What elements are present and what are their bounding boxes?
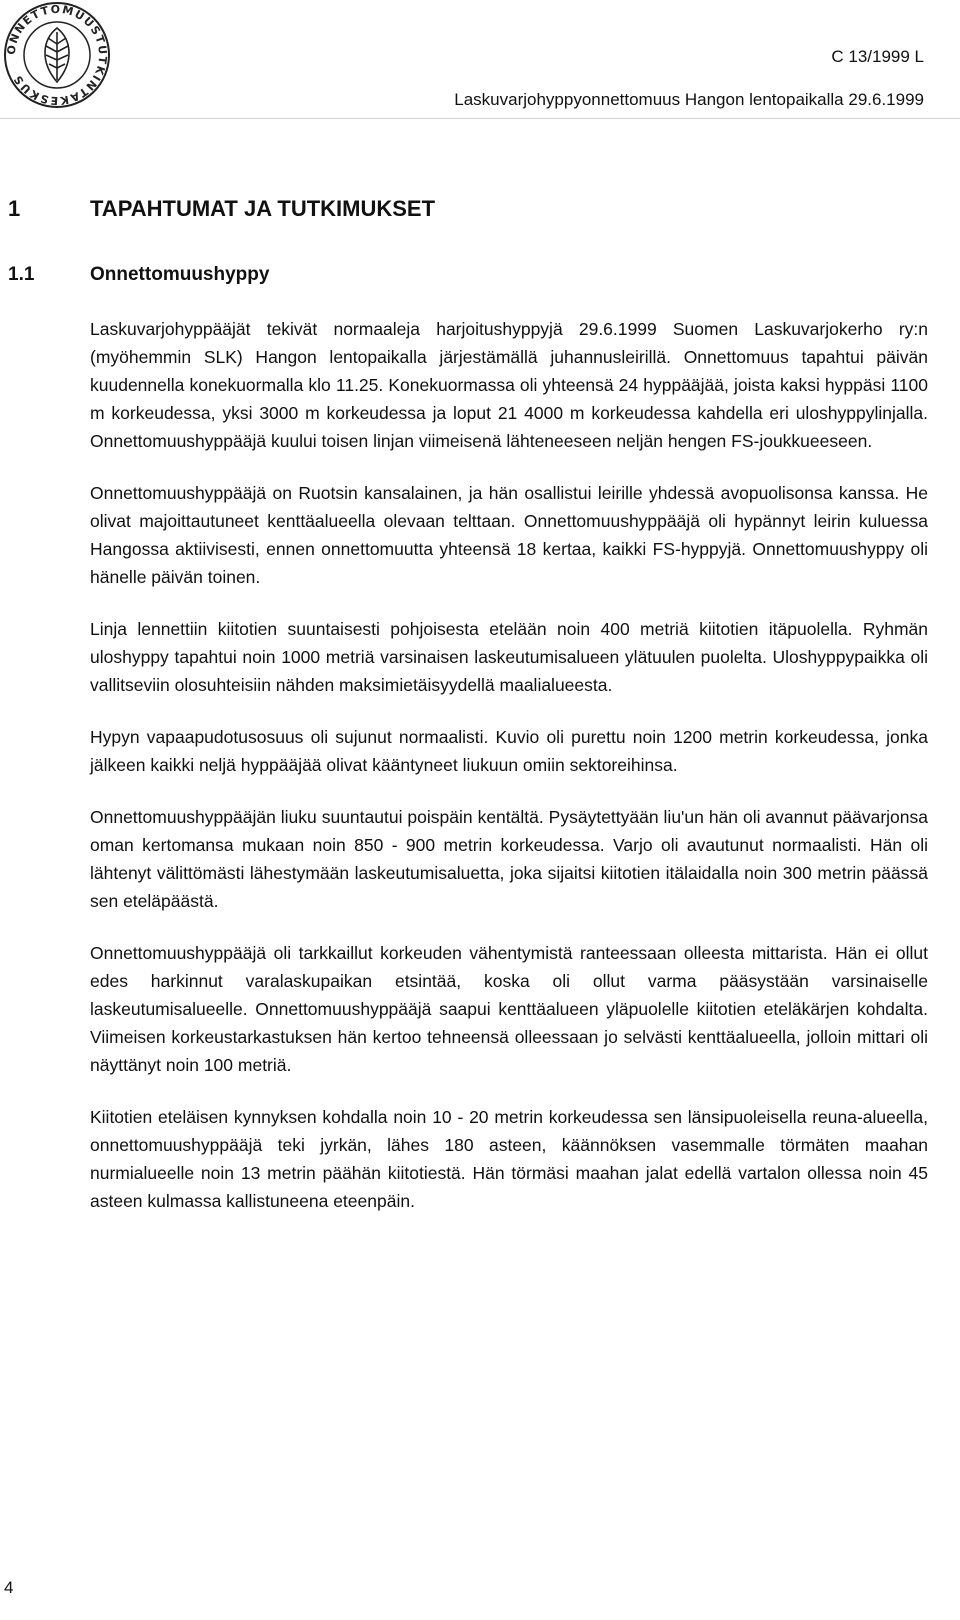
- svg-text:ONNETTOMUUSTUTKINTAKESKUS: ONNETTOMUUSTUTKINTAKESKUS: [4, 2, 110, 108]
- section-number: 1: [8, 196, 21, 221]
- paragraph: Onnettomuushyppääjä on Ruotsin kansalainen, ja hän osallistui leirille yhdessä avopuolisonsa kanssa. He olivat majoittautuneet kenttäalueella olevaan telttaan. Onnettomuushyppääjä oli hypännyt leirin kuluessa Hangossa aktiivisesti, ennen onnettomuutta yhteensä 18 kertaa, kaikki FS-hyppyjä. Onnettomuushyppy oli hänelle päivän toinen.: [90, 483, 928, 587]
- paragraph: Laskuvarjohyppääjät tekivät normaaleja harjoitushyppyjä 29.6.1999 Suomen Laskuvarjokerho ry:n (myöhemmin SLK) Hangon lentopaikalla järjestämällä juhannusleirillä. Onnettomuus tapahtui päivän kuudennella konekuormalla klo 11.25. Konekuormassa oli yhteensä 24 hyppääjää, joista kaksi hyppäsi 1100 m korkeudessa, yksi 3000 m korkeudessa ja loput 21 4000 m korkeudessa kahdella eri uloshyppylinjalla. Onnettomuushyppääjä kuului toisen linjan viimeisenä lähteneeseen neljän hengen FS-joukkueeseen.: [90, 319, 928, 451]
- subsection-number: 1.1: [8, 264, 35, 285]
- page-number: 4: [4, 1578, 14, 1597]
- report-code: C 13/1999 L: [831, 47, 924, 66]
- paragraph: Onnettomuushyppääjän liuku suuntautui poispäin kentältä. Pysäytettyään liu'un hän oli avannut päävarjonsa oman kertomansa mukaan noin 850 - 900 metrin korkeudessa. Varjo oli avautunut normaalisti. Hän oli lähtenyt välittömästi lähestymään laskeutumisaluetta, joka sijaitsi kiitotien itälaidalla noin 300 metrin päässä sen eteläpäästä.: [90, 807, 928, 911]
- paragraph: Kiitotien eteläisen kynnyksen kohdalla noin 10 - 20 metrin korkeudessa sen länsipuoleisella reuna-alueella, onnettomuushyppääjä teki jyrkän, lähes 180 asteen, käännöksen vasemmalle törmäten maahan nurmialueelle noin 13 metrin päähän kiitotiestä. Hän törmäsi maahan jalat edellä vartalon ollessa noin 45 asteen kulmassa kallistuneena eteenpäin.: [90, 1107, 928, 1211]
- subsection-title: Onnettomuushyppy: [90, 264, 270, 285]
- emblem-icon: [45, 28, 69, 82]
- header-divider: [0, 118, 960, 119]
- report-title: Laskuvarjohyppyonnettomuus Hangon lentopaikalla 29.6.1999: [454, 90, 924, 109]
- section-title: TAPAHTUMAT JA TUTKIMUKSET: [90, 196, 436, 221]
- otk-logo: [2, 0, 112, 110]
- body-text: [90, 315, 928, 1239]
- paragraph: Linja lennettiin kiitotien suuntaisesti pohjoisesta etelään noin 400 metriä kiitotien itäpuolella. Ryhmän uloshyppy tapahtui noin 1000 metriä varsinaisen laskeutumisalueen ylätuulen puolelta. Uloshyppypaikka oli vallitseviin olosuhteisiin nähden maksimietäisyydellä maalialueesta.: [90, 619, 928, 695]
- section-heading: [8, 196, 435, 222]
- paragraph: Onnettomuushyppääjä oli tarkkaillut korkeuden vähentymistä ranteessaan olleesta mittarista. Hän ei ollut edes harkinnut varalaskupaikan etsintää, koska oli ollut varma pääsystään varsinaiselle laskeutumisalueelle. Onnettomuushyppääjä saapui kenttäalueen yläpuolelle kiitotien eteläkärjen kohdalta. Viimeisen korkeustarkastuksen hän kertoo tehneensä olleessaan jo selvästi kenttäalueella, jolloin mittari oli näyttänyt noin 100 metriä.: [90, 943, 928, 1075]
- subsection-heading: [8, 264, 269, 286]
- paragraph: Hypyn vapaapudotusosuus oli sujunut normaalisti. Kuvio oli purettu noin 1200 metrin korkeudessa, jonka jälkeen kaikki neljä hyppääjää olivat kääntyneet liukuun omiin sektoreihinsa.: [90, 727, 928, 775]
